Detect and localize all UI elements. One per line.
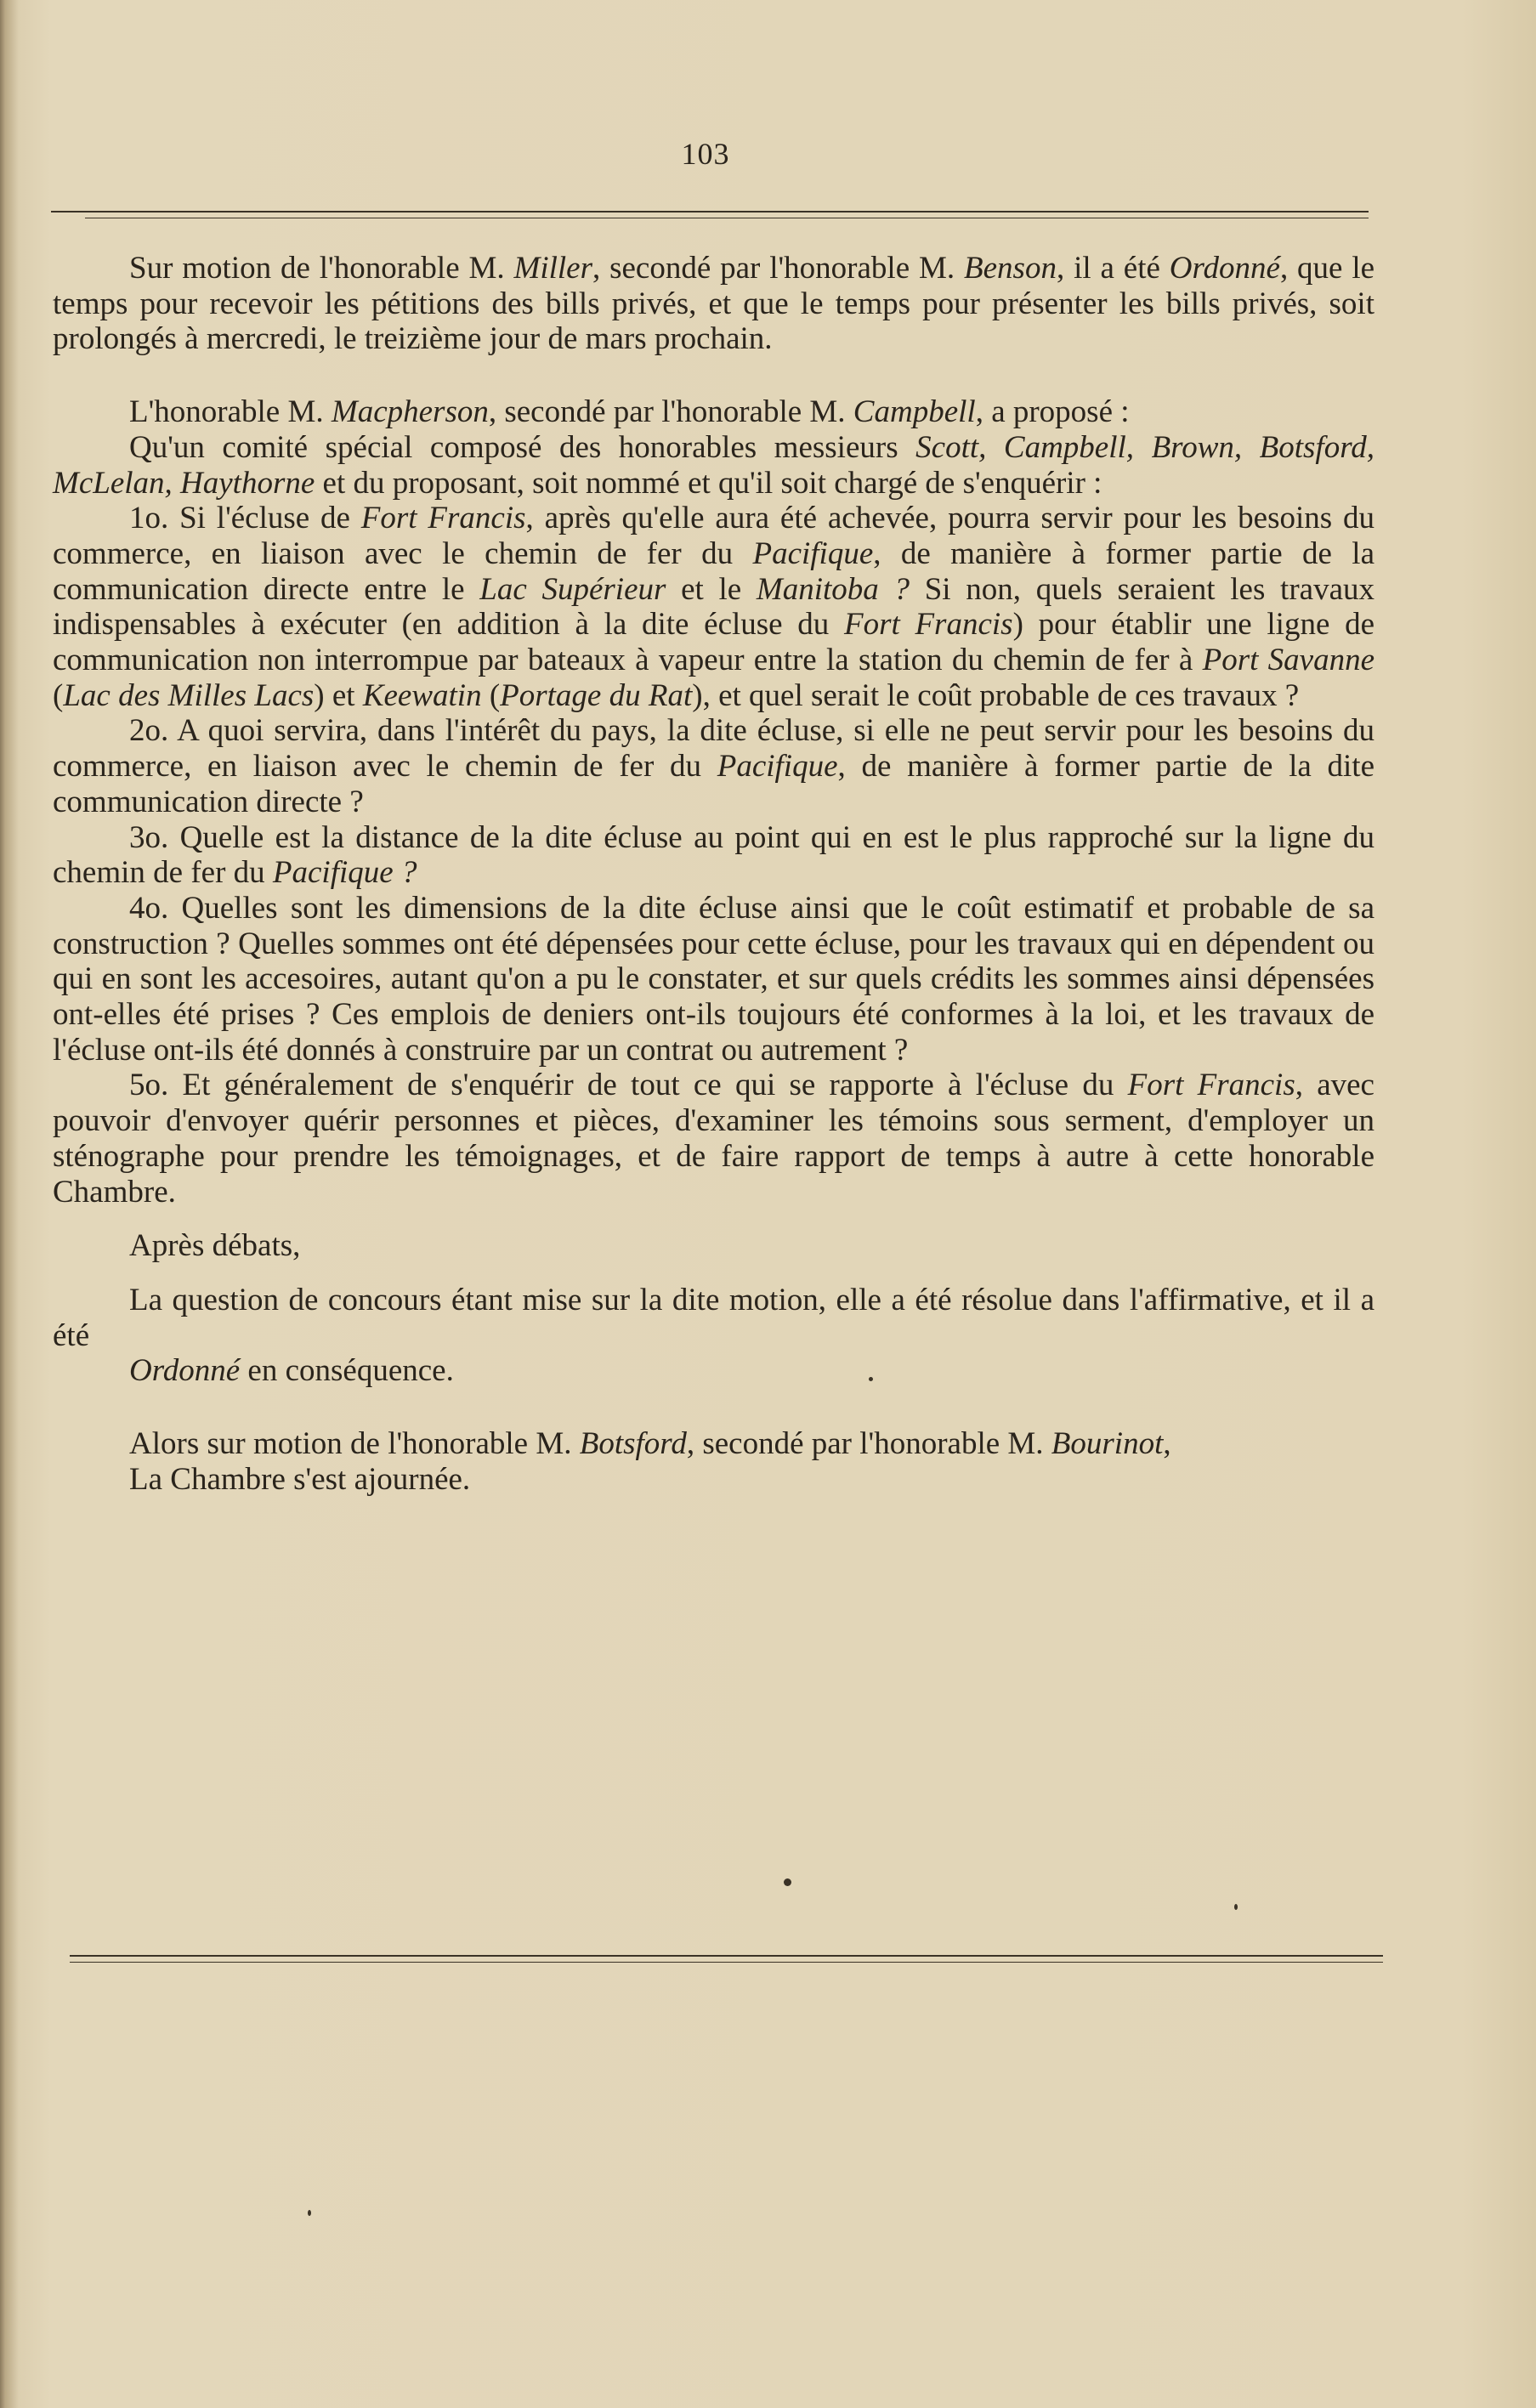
paragraph-macpherson-proposal: L'honorable M. Macpherson, secondé par l'honorable M. Campbell, a proposé : <box>129 394 1130 430</box>
name-bourinot: Bourinot <box>1051 1426 1164 1462</box>
ink-speck <box>1234 1904 1238 1910</box>
committee-names: Scott, Campbell, Brown, Botsford, McLelan, Haythorne <box>53 429 1374 501</box>
ink-speck <box>308 2210 311 2216</box>
paragraph-question-concours: La question de concours étant mise sur la dite motion, elle a été résolue dans l'affirmative, et il a été <box>53 1282 1374 1353</box>
name-miller: Miller <box>513 251 592 286</box>
paragraph-item-4: 4o. Quelles sont les dimensions de la dite écluse ainsi que le coût estimatif et probable de sa construction ? Quelles sommes ont été dépensées pour cette écluse, pour les travaux qui en dépendent ou qui en sont les accesoires, autant qu'on a pu le constater, et sur quels crédits les sommes ainsi dépensées ont-elles été prises ? Ces emplois de deniers ont-ils toujours été conformes à la loi, et les travaux de l'écluse ont-ils été donnés à construire par un contrat ou autrement ? <box>53 890 1374 1068</box>
ink-speck <box>784 1878 791 1886</box>
name-macpherson: Macpherson <box>331 394 489 430</box>
bottom-rule <box>70 1955 1383 1957</box>
bottom-rule-thin <box>70 1962 1383 1963</box>
ink-speck <box>869 1377 873 1381</box>
paragraph-apres-debats: Après débats, <box>129 1228 301 1264</box>
paragraph-item-5: 5o. Et généralement de s'enquérir de tout ce qui se rapporte à l'écluse du Fort Francis, avec pouvoir d'envoyer quérir personnes et pièces, d'examiner les témoins sous serment, d'employer un sténographe pour prendre les témoignages, et de faire rapport de temps à autre à cette honorable Chambre. <box>53 1068 1374 1210</box>
page-number: 103 <box>681 137 730 171</box>
document-body <box>53 251 1374 1498</box>
paragraph-miller-motion: Sur motion de l'honorable M. Miller, secondé par l'honorable M. Benson, il a été Ordonné, que le temps pour recevoir les pétitions des bills privés, et que le temps pour présenter les bills privés, soit prolongés à mercredi, le treizième jour de mars prochain. <box>53 251 1375 357</box>
paragraph-item-1: 1o. Si l'écluse de Fort Francis, après qu'elle aura été achevée, pourra servir pour les besoins du commerce, en liaison avec le chemin de fer du Pacifique, de manière à former partie de la communication directe entre le Lac Supérieur et le Manitoba ? Si non, quels seraient les travaux indispensables à exécuter (en addition à la dite écluse du Fort Francis) pour établir une ligne de communication non interrompue par bateaux à vapeur entre la station du chemin de fer à Port Savanne (Lac des Milles Lacs) et Keewatin (Portage du Rat), et quel serait le coût probable de ces travaux ? <box>53 501 1375 713</box>
ordonne-italic: Ordonné <box>1169 251 1280 286</box>
paragraph-item-3: 3o. Quelle est la distance de la dite écluse au point qui en est le plus rapproché sur la ligne du chemin de fer du Pacifique ? <box>53 819 1374 891</box>
name-botsford: Botsford <box>579 1426 687 1462</box>
paragraph-chambre-ajournee: La Chambre s'est ajournée. <box>129 1461 471 1497</box>
paragraph-ordonne-consequence: Ordonné en conséquence. <box>129 1353 454 1389</box>
top-rule <box>51 211 1369 212</box>
name-campbell: Campbell <box>853 394 976 430</box>
paragraph-item-2: 2o. A quoi servira, dans l'intérêt du pays, la dite écluse, si elle ne peut servir pour les besoins du commerce, en liaison avec le chemin de fer du Pacifique, de manière à former partie de la dite communication directe ? <box>53 713 1374 819</box>
paragraph-adjournment-motion: Alors sur motion de l'honorable M. Botsford, secondé par l'honorable M. Bourinot, <box>129 1426 1171 1462</box>
name-benson: Benson <box>964 251 1057 286</box>
paragraph-special-committee: Qu'un comité spécial composé des honorables messieurs Scott, Campbell, Brown, Botsford, McLelan, Haythorne et du proposant, soit nommé et qu'il soit chargé de s'enquérir : <box>53 429 1374 501</box>
